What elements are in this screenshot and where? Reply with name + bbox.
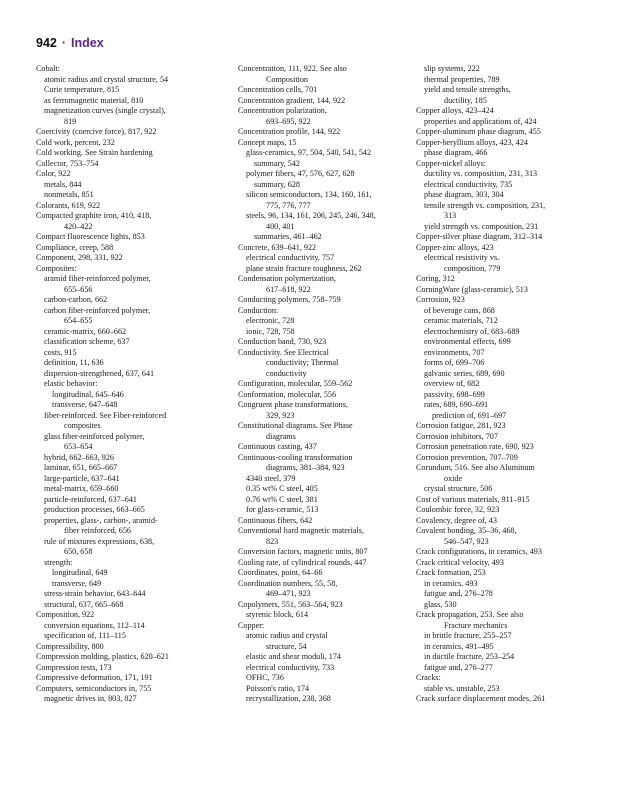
index-entry: atomic radius and crystal structure, 54 bbox=[44, 74, 169, 84]
running-header bbox=[36, 36, 104, 50]
index-entry: oxide bbox=[444, 473, 463, 483]
index-entry: diagrams bbox=[266, 431, 296, 441]
index-entry: CorningWare (glass-ceramic), 513 bbox=[416, 284, 528, 294]
index-entry: Covalency, degree of, 43 bbox=[416, 515, 497, 525]
index-entry: Coordination numbers, 55, 58, bbox=[238, 578, 338, 588]
index-entry: summary, 628 bbox=[254, 179, 300, 189]
index-entry: Compliance, creep, 588 bbox=[36, 242, 114, 252]
index-entry: Concentration profile, 144, 922 bbox=[238, 127, 341, 136]
index-entry: Congruent phase transformations, bbox=[238, 400, 348, 409]
index-entry: Curie temperature, 815 bbox=[44, 85, 120, 94]
index-entry: Copper alloys, 423–424 bbox=[416, 106, 494, 115]
index-entry: Corrosion penetration rate, 690, 923 bbox=[416, 442, 534, 451]
index-entry: stable vs. unstable, 253 bbox=[424, 683, 500, 693]
index-entry: OFHC, 736 bbox=[246, 673, 284, 682]
index-entry: composition, 779 bbox=[444, 263, 501, 273]
index-entry: Crack configurations, in ceramics, 493 bbox=[416, 547, 542, 556]
index-entry: Concentration, 111, 922. See also bbox=[238, 64, 347, 73]
index-entry: rule of mixtures expressions, 638, bbox=[44, 536, 155, 546]
index-entry: Concept maps, 15 bbox=[238, 137, 297, 147]
index-entry: Covalent bonding, 35–36, 468, bbox=[416, 526, 517, 535]
index-entry: large-particle, 637–641 bbox=[44, 473, 120, 483]
index-entry: Compact fluorescence lights, 853 bbox=[36, 232, 145, 241]
index-entry: ceramic materials, 712 bbox=[424, 316, 498, 325]
index-entry: production processes, 663–665 bbox=[44, 505, 145, 514]
index-entry: longitudinal, 645–646 bbox=[52, 389, 124, 399]
index-entry: Conduction: bbox=[238, 305, 279, 315]
index-column-2 bbox=[238, 64, 416, 705]
index-entry: Corrosion, 923 bbox=[416, 295, 465, 304]
index-entry: Copper-silver phase diagram, 312–314 bbox=[416, 232, 543, 241]
index-entry: Copper-aluminum phase diagram, 455 bbox=[416, 127, 541, 136]
section-title: Index bbox=[71, 36, 104, 50]
index-entry: 693–695, 922 bbox=[266, 116, 311, 126]
index-entry: Fracture mechanics bbox=[444, 620, 508, 630]
index-entry: Copper: bbox=[238, 620, 265, 630]
index-entry: 4340 steel, 379 bbox=[246, 473, 296, 483]
index-entry: forms of, 699–706 bbox=[424, 358, 485, 367]
index-entry: Corrosion inhibitors, 707 bbox=[416, 431, 498, 441]
index-entry: Compression tests, 173 bbox=[36, 662, 112, 672]
index-entry: Coring, 312 bbox=[416, 274, 455, 283]
index-entry: longitudinal, 649 bbox=[52, 568, 108, 577]
index-entry: metal-matrix, 659–660 bbox=[44, 484, 119, 493]
index-entry: for glass-ceramic, 513 bbox=[246, 505, 319, 514]
index-entry: rates, 689, 690–691 bbox=[424, 400, 489, 409]
index-column-3 bbox=[416, 64, 616, 705]
index-entry: Concentration polarization, bbox=[238, 106, 327, 115]
index-entry: steels, 96, 134, 161, 206, 245, 246, 348, bbox=[246, 211, 376, 220]
index-entry: 617–618, 922 bbox=[266, 284, 311, 294]
index-entry: Copper-zinc alloys, 423 bbox=[416, 242, 494, 252]
index-entry: diagrams, 381–384, 923 bbox=[266, 463, 345, 472]
index-entry: Coercivity (coercive force), 817, 922 bbox=[36, 127, 157, 136]
index-entry: fatigue and, 276–278 bbox=[424, 589, 493, 598]
index-entry: 0.76 wt% C steel, 381 bbox=[246, 494, 318, 504]
index-entry: conductivity; Thermal bbox=[266, 358, 339, 367]
index-entry: Coulombic force, 32, 923 bbox=[416, 505, 500, 514]
index-entry: magnetization curves (single crystal), bbox=[44, 106, 166, 115]
index-entry: Continuous-cooling transformation bbox=[238, 452, 353, 462]
index-entry: in ceramics, 493 bbox=[424, 578, 478, 588]
index-entry: in ductile fracture, 253–254 bbox=[424, 652, 515, 661]
index-entry: of beverage cans, 868 bbox=[424, 305, 495, 315]
index-entry: Copper-beryllium alloys, 423, 424 bbox=[416, 137, 528, 147]
index-entry: 775, 776, 777 bbox=[266, 200, 311, 210]
index-entry: classification scheme, 637 bbox=[44, 337, 130, 346]
index-entry: yield and tensile strengths, bbox=[424, 85, 511, 94]
index-entry: 655–656 bbox=[64, 284, 93, 294]
index-entry: electronic, 728 bbox=[246, 316, 295, 325]
index-entry: 420–422 bbox=[64, 221, 93, 231]
index-entry: silicon semiconductors, 134, 160, 161, bbox=[246, 190, 372, 199]
index-entry: Continuous fibers, 642 bbox=[238, 515, 313, 525]
index-entry: specification of, 111–115 bbox=[44, 631, 126, 640]
index-entry: Compacted graphite iron, 410, 418, bbox=[36, 211, 152, 220]
index-entry: Conformation, molecular, 556 bbox=[238, 389, 337, 399]
index-entry: Cold working. See Strain hardening bbox=[36, 148, 153, 157]
index-entry: conversion equations, 112–114 bbox=[44, 620, 145, 630]
index-entry: properties and applications of, 424 bbox=[424, 116, 537, 126]
index-column-1 bbox=[36, 64, 224, 705]
index-entry: yield strength vs. composition, 231 bbox=[424, 221, 539, 231]
index-entry: Conducting polymers, 758–759 bbox=[238, 295, 341, 304]
index-entry: Crack surface displacement modes, 261 bbox=[416, 694, 546, 703]
index-entry: Constitutional diagrams. See Phase bbox=[238, 421, 353, 430]
index-entry: Conventional hard magnetic materials, bbox=[238, 526, 364, 535]
index-entry: electrochemistry of, 683–689 bbox=[424, 326, 520, 336]
index-entry: ductility vs. composition, 231, 313 bbox=[424, 169, 538, 178]
index-entry: 0.35 wt% C steel, 405 bbox=[246, 484, 318, 493]
index-entry: Corrosion fatigue, 281, 923 bbox=[416, 421, 506, 430]
index-entry: fiber reinforced, 656 bbox=[64, 526, 131, 535]
index-entry: conductivity bbox=[266, 368, 307, 378]
index-entry: elastic and shear moduli, 174 bbox=[246, 652, 341, 661]
index-entry: polymer fibers, 47, 576, 627, 628 bbox=[246, 169, 355, 178]
index-entry: plane strain fracture toughness, 262 bbox=[246, 263, 362, 273]
index-entry: glass fiber-reinforced polymer, bbox=[44, 431, 145, 441]
index-entry: nonmetals, 851 bbox=[44, 190, 94, 199]
index-entry: Concentration gradient, 144, 922 bbox=[238, 95, 346, 105]
index-entry: Crack critical velocity, 493 bbox=[416, 557, 504, 567]
index-entry: transverse, 649 bbox=[52, 578, 102, 588]
index-entry: dispersion-strengthened, 637, 641 bbox=[44, 368, 155, 378]
index-entry: 653–654 bbox=[64, 442, 93, 451]
index-entry: carbon fiber-reinforced polymer, bbox=[44, 305, 151, 315]
index-entry: structural, 637, 665–668 bbox=[44, 599, 124, 609]
index-entry: properties, glass-, carbon-, aramid- bbox=[44, 515, 158, 525]
index-entry: Cracks: bbox=[416, 673, 441, 682]
index-entry: Cost of various materials, 911–915 bbox=[416, 494, 530, 504]
index-entry: structure, 54 bbox=[266, 641, 307, 651]
index-entry: Composition bbox=[266, 74, 308, 84]
index-entry: recrystallization, 238, 368 bbox=[246, 694, 331, 703]
index-entry: definition, 11, 636 bbox=[44, 358, 104, 367]
index-entry: 823 bbox=[266, 536, 279, 546]
index-entry: galvanic series, 689, 690 bbox=[424, 368, 505, 378]
index-entry: costs, 915 bbox=[44, 347, 77, 357]
index-entry: in brittle fracture, 255–257 bbox=[424, 631, 512, 640]
index-entry: environments, 707 bbox=[424, 347, 485, 357]
page-number: 942 bbox=[36, 36, 57, 50]
index-entry: summaries, 461–462 bbox=[254, 232, 322, 241]
index-entry: Compressibility, 800 bbox=[36, 641, 104, 651]
header-separator: · bbox=[61, 36, 67, 50]
index-entry: aramid fiber-reinforced polymer, bbox=[44, 274, 151, 283]
index-entry: Coordinates, point, 64–66 bbox=[238, 568, 323, 577]
index-entry: crystal structure, 506 bbox=[424, 484, 493, 493]
index-entry: Compressive deformation, 171, 191 bbox=[36, 673, 153, 682]
index-entry: strength: bbox=[44, 557, 73, 567]
index-entry: Conversion factors, magnetic units, 807 bbox=[238, 547, 368, 556]
index-entry: 654–655 bbox=[64, 316, 93, 325]
index-entry: Corrosion prevention, 707–709 bbox=[416, 452, 518, 462]
index-entry: Condensation polymerization, bbox=[238, 274, 336, 283]
index-entry: Cobalt: bbox=[36, 64, 60, 73]
index-entry: composites bbox=[64, 421, 101, 430]
index-entry: Crack formation, 253 bbox=[416, 568, 486, 577]
index-entry: as ferromagnetic material, 810 bbox=[44, 95, 144, 105]
index-entry: Continuous casting, 437 bbox=[238, 442, 317, 451]
index-entry: 650, 658 bbox=[64, 547, 93, 556]
index-entry: Copper-nickel alloys: bbox=[416, 158, 487, 168]
index-entry: summary, 542 bbox=[254, 158, 300, 168]
index-entry: electrical conductivity, 757 bbox=[246, 253, 335, 262]
index-entry: Crack propagation, 253. See also bbox=[416, 610, 524, 619]
index-entry: Conduction band, 730, 923 bbox=[238, 337, 327, 346]
index-entry: Configuration, molecular, 559–562 bbox=[238, 379, 353, 388]
index-entry: Composition, 922 bbox=[36, 610, 95, 619]
index-entry: Concrete, 639–641, 922 bbox=[238, 242, 317, 252]
index-entry: 329, 923 bbox=[266, 410, 295, 420]
index-entry: Copolymers, 551, 563–564, 923 bbox=[238, 599, 343, 609]
index-entry: Color, 922 bbox=[36, 169, 71, 178]
index-entry: glass, 530 bbox=[424, 599, 457, 609]
index-entry: Component, 298, 331, 922 bbox=[36, 253, 123, 262]
index-entry: overview of, 682 bbox=[424, 379, 480, 388]
index-entry: Collector, 753–754 bbox=[36, 158, 99, 168]
index-entry: Conductivity. See Electrical bbox=[238, 347, 329, 357]
index-entry: 546–547, 923 bbox=[444, 536, 489, 546]
index-entry: magnetic drives in, 803, 827 bbox=[44, 694, 137, 703]
index-entry: Computers, semiconductors in, 755 bbox=[36, 683, 152, 693]
index-entry: 469–471, 923 bbox=[266, 589, 311, 598]
index-entry: particle-reinforced, 637–641 bbox=[44, 494, 137, 504]
index-entry: phase diagram, 466 bbox=[424, 148, 488, 157]
index-entry: ductility, 185 bbox=[444, 95, 487, 105]
index-entry: elastic behavior: bbox=[44, 379, 98, 388]
index-entry: 819 bbox=[64, 116, 77, 126]
index-entry: 313 bbox=[444, 211, 457, 220]
index-entry: styrenic block, 614 bbox=[246, 610, 309, 619]
index-entry: Colorants, 619, 922 bbox=[36, 200, 101, 210]
index-entry: ceramic-matrix, 660–662 bbox=[44, 326, 127, 336]
index-entry: environmental effects, 699 bbox=[424, 337, 511, 346]
index-entry: stress-strain behavior, 643–644 bbox=[44, 589, 146, 598]
index-entry: electrical conductivity, 733 bbox=[246, 662, 335, 672]
index-entry: carbon-carbon, 662 bbox=[44, 295, 108, 304]
index-entry: tensile strength vs. composition, 231, bbox=[424, 200, 546, 210]
index-entry: metals, 844 bbox=[44, 179, 82, 189]
index-entry: glass-ceramics, 97, 504, 540, 541, 542 bbox=[246, 148, 372, 157]
index-entry: 400, 401 bbox=[266, 221, 295, 231]
index-entry: hybrid, 662–663, 926 bbox=[44, 452, 114, 462]
index-entry: Poisson's ratio, 174 bbox=[246, 683, 310, 693]
index-entry: phase diagram, 303, 304 bbox=[424, 190, 504, 199]
index-entry: prediction of, 691–697 bbox=[432, 410, 507, 420]
index-entry: Compression molding, plastics, 620–621 bbox=[36, 652, 169, 661]
index-entry: fiber-reinforced. See Fiber-reinforced bbox=[44, 410, 167, 420]
index-entry: ionic, 728, 758 bbox=[246, 326, 295, 336]
index-entry: Cooling rate, of cylindrical rounds, 447 bbox=[238, 557, 367, 567]
index-entry: atomic radius and crystal bbox=[246, 631, 328, 640]
index-entry: in ceramics, 491–495 bbox=[424, 641, 494, 651]
index-entry: transverse, 647–648 bbox=[52, 400, 118, 409]
index-entry: passivity, 698–699 bbox=[424, 389, 485, 399]
index-entry: Corundum, 516. See also Aluminum bbox=[416, 463, 535, 472]
index-entry: electrical resistivity vs. bbox=[424, 253, 500, 262]
index-entry: Cold work, percent, 232 bbox=[36, 137, 115, 147]
index-entry: thermal properties, 789 bbox=[424, 74, 500, 84]
index-entry: Composites: bbox=[36, 263, 77, 273]
index-entry: electrical conductivity, 735 bbox=[424, 179, 513, 189]
index-entry: laminar, 651, 665–667 bbox=[44, 463, 118, 472]
index-entry: slip systems, 222 bbox=[424, 64, 480, 73]
index-entry: fatigue and, 276–277 bbox=[424, 662, 493, 672]
index-entry: Concentration cells, 701 bbox=[238, 85, 318, 94]
